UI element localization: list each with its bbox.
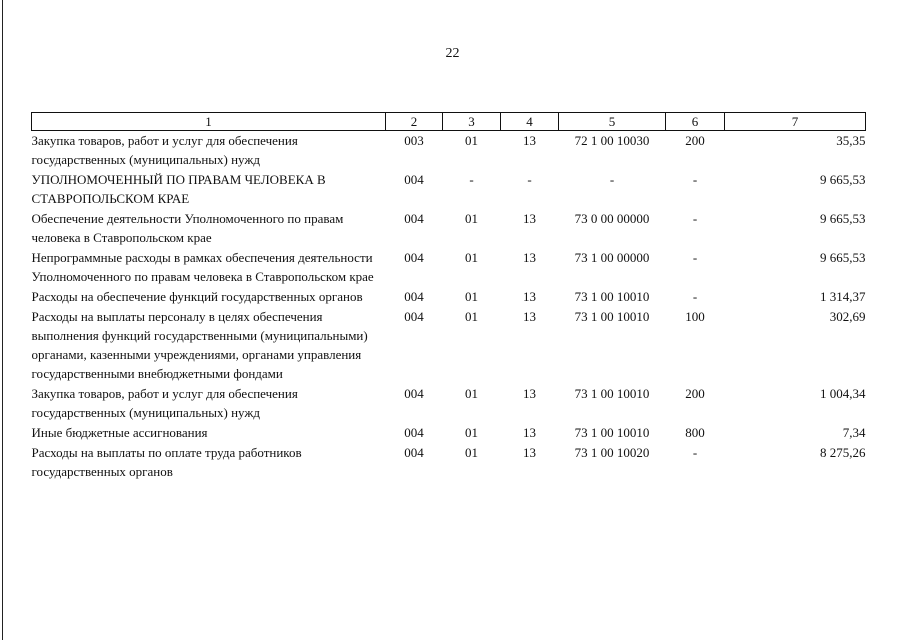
- row-col-2: 004: [404, 250, 424, 265]
- row-col-2: 004: [404, 309, 424, 324]
- row-col-2: 003: [404, 133, 424, 148]
- row-col-5: 73 1 00 10010: [574, 386, 650, 401]
- row-name: Расходы на выплаты по оплате труда работников государственных органов: [31, 445, 302, 479]
- table-row: [32, 423, 866, 443]
- row-name: Закупка товаров, работ и услуг для обеспечения государственных (муниципальных) нужд: [31, 133, 298, 167]
- row-name: Закупка товаров, работ и услуг для обеспечения государственных (муниципальных) нужд: [31, 386, 298, 420]
- budget-table: [31, 112, 866, 482]
- row-col-4: 13: [523, 386, 536, 401]
- row-col-4: 13: [523, 211, 536, 226]
- row-col-6: -: [692, 211, 698, 226]
- row-amount: 1 314,37: [820, 289, 866, 304]
- table-row: [32, 248, 866, 287]
- row-col-5: 73 1 00 10010: [574, 425, 650, 440]
- row-col-6: 800: [685, 425, 705, 440]
- row-col-5: 73 1 00 10020: [574, 445, 650, 460]
- row-col-4: 13: [523, 133, 536, 148]
- row-col-2: 004: [404, 289, 424, 304]
- header-col-5: 5: [559, 113, 666, 131]
- row-col-3: 01: [465, 386, 478, 401]
- row-col-4: 13: [523, 445, 536, 460]
- row-col-6: -: [692, 172, 698, 187]
- row-col-4: 13: [523, 250, 536, 265]
- row-col-3: 01: [465, 211, 478, 226]
- table-row: [32, 307, 866, 384]
- row-name: Обеспечение деятельности Уполномоченного по правам человека в Ставропольском крае: [31, 211, 344, 245]
- row-col-6: 200: [685, 133, 705, 148]
- row-col-5: -: [609, 172, 615, 187]
- row-col-2: 004: [404, 445, 424, 460]
- row-name: УПОЛНОМОЧЕННЫЙ ПО ПРАВАМ ЧЕЛОВЕКА В СТАВРОПОЛЬСКОМ КРАЕ: [31, 172, 326, 206]
- row-col-6: -: [692, 445, 698, 460]
- row-col-3: 01: [465, 250, 478, 265]
- row-name: Непрограммные расходы в рамках обеспечения деятельности Уполномоченного по правам человека в Ставропольском крае: [31, 250, 374, 284]
- row-col-3: 01: [465, 425, 478, 440]
- row-col-3: -: [469, 172, 474, 187]
- row-col-5: 73 1 00 10010: [574, 289, 650, 304]
- table-row: [32, 443, 866, 482]
- row-amount: 1 004,34: [820, 386, 866, 401]
- row-col-3: 01: [465, 289, 478, 304]
- row-col-2: 004: [404, 172, 424, 187]
- header-col-6: 6: [666, 113, 725, 131]
- row-col-4: 13: [523, 425, 536, 440]
- row-name: Расходы на обеспечение функций государственных органов: [31, 289, 363, 304]
- header-col-4: 4: [501, 113, 559, 131]
- header-col-7: 7: [725, 113, 866, 131]
- row-col-4: -: [527, 172, 532, 187]
- row-amount: 35,35: [836, 133, 866, 148]
- table-row: [32, 131, 866, 171]
- row-amount: 9 665,53: [820, 250, 866, 265]
- header-col-3: 3: [443, 113, 501, 131]
- row-col-3: 01: [465, 445, 478, 460]
- row-col-6: -: [692, 289, 698, 304]
- table-header-row: [32, 113, 866, 131]
- page-left-border: [2, 0, 3, 640]
- header-col-1: 1: [32, 113, 386, 131]
- row-amount: 8 275,26: [820, 445, 866, 460]
- row-amount: 9 665,53: [820, 172, 866, 187]
- row-col-6: 200: [685, 386, 705, 401]
- row-amount: 302,69: [829, 309, 866, 324]
- row-col-5: 73 1 00 10010: [574, 309, 650, 324]
- table-row: [32, 209, 866, 248]
- header-col-2: 2: [386, 113, 443, 131]
- row-col-2: 004: [404, 425, 424, 440]
- row-col-5: 73 0 00 00000: [574, 211, 650, 226]
- row-name: Иные бюджетные ассигнования: [31, 425, 208, 440]
- row-col-2: 004: [404, 386, 424, 401]
- row-col-5: 72 1 00 10030: [574, 133, 650, 148]
- row-amount: 7,34: [842, 425, 866, 440]
- table-row: [32, 384, 866, 423]
- row-col-3: 01: [465, 309, 478, 324]
- row-amount: 9 665,53: [820, 211, 866, 226]
- row-col-6: -: [692, 250, 698, 265]
- table-row: [32, 287, 866, 307]
- row-name: Расходы на выплаты персоналу в целях обеспечения выполнения функций государственными (муниципальными) органами, казенными учреждениями, органами управления государственными внебюджетными фондами: [31, 309, 368, 381]
- row-col-4: 13: [523, 289, 536, 304]
- row-col-4: 13: [523, 309, 536, 324]
- row-col-2: 004: [404, 211, 424, 226]
- row-col-6: 100: [685, 309, 705, 324]
- row-col-5: 73 1 00 00000: [574, 250, 650, 265]
- row-col-3: 01: [465, 133, 478, 148]
- page-number: 22: [445, 46, 460, 61]
- table-row: [32, 170, 866, 209]
